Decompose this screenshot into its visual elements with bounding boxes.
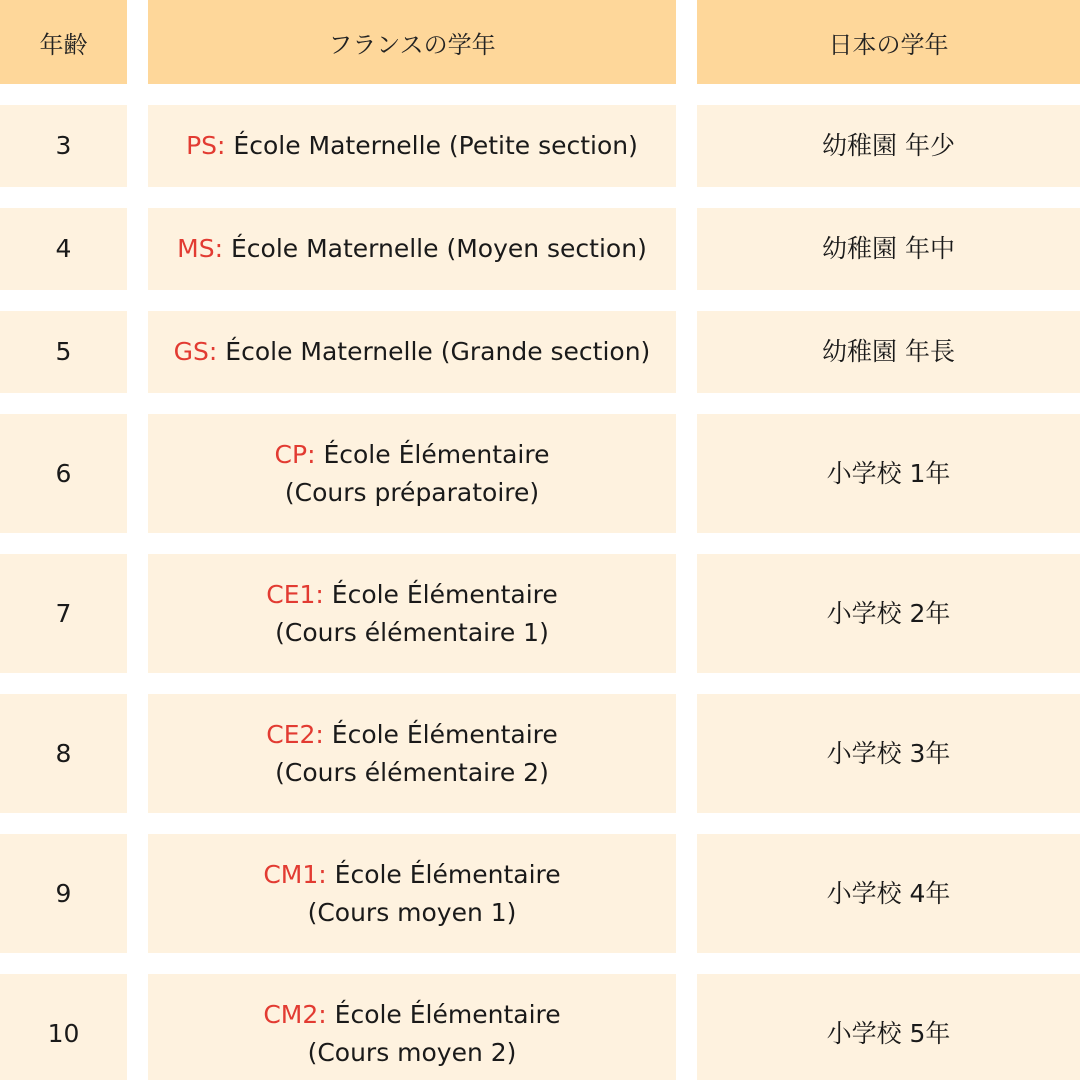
france-grade-cell [148, 974, 676, 1080]
japan-grade-cell [697, 208, 1080, 290]
age-value: 7 [55, 598, 72, 628]
age-value: 6 [55, 458, 72, 488]
grade-name: École Maternelle (Petite section) [225, 131, 638, 160]
france-grade-detail: (Cours élémentaire 1) [275, 617, 549, 647]
age-value: 9 [55, 878, 72, 908]
japan-grade-value: 小学校 3年 [826, 738, 951, 768]
france-grade-line [186, 127, 638, 165]
japan-grade-value: 幼稚園 年中 [822, 234, 955, 263]
france-grade-line [266, 716, 558, 754]
france-grade-line [275, 436, 550, 474]
grade-code: PS: [186, 131, 226, 160]
france-grade-cell [148, 554, 676, 673]
grade-name: École Élémentaire [315, 439, 550, 469]
japan-grade-cell [697, 694, 1080, 813]
grade-code: CP: [274, 439, 316, 469]
age-cell [0, 208, 127, 290]
header-japan-label: 日本の学年 [828, 30, 949, 59]
grade-name: École Élémentaire [326, 999, 561, 1029]
age-value: 5 [55, 337, 72, 366]
japan-grade-value: 小学校 2年 [826, 598, 951, 628]
grade-code: CE1: [266, 579, 324, 609]
japan-grade-cell [697, 554, 1080, 673]
grade-name: École Maternelle (Moyen section) [223, 234, 647, 263]
japan-grade-value: 幼稚園 年少 [822, 131, 955, 160]
france-grade-cell [148, 694, 676, 813]
france-grade-line [177, 230, 647, 268]
header-age [0, 0, 127, 84]
japan-grade-value: 幼稚園 年長 [822, 337, 955, 366]
japan-grade-cell [697, 414, 1080, 533]
france-grade-detail: (Cours élémentaire 2) [275, 757, 549, 787]
grade-code: GS: [173, 337, 218, 366]
france-grade-cell [148, 834, 676, 953]
japan-grade-value: 小学校 5年 [826, 1018, 951, 1048]
grade-name: École Élémentaire [323, 719, 558, 749]
age-cell [0, 834, 127, 953]
age-cell [0, 105, 127, 187]
japan-grade-cell [697, 974, 1080, 1080]
age-cell [0, 974, 127, 1080]
france-grade-cell [148, 414, 676, 533]
japan-grade-cell [697, 834, 1080, 953]
france-grade-detail: (Cours préparatoire) [284, 477, 540, 507]
france-grade-line [266, 576, 558, 614]
header-japan [697, 0, 1080, 84]
grade-name: École Maternelle (Grande section) [217, 337, 651, 366]
france-grade-cell [148, 208, 676, 290]
age-value: 8 [55, 738, 72, 768]
age-value: 4 [55, 234, 72, 263]
grade-code: MS: [177, 234, 224, 263]
france-grade-cell [148, 105, 676, 187]
age-cell [0, 414, 127, 533]
france-grade-line [174, 333, 651, 371]
age-value: 3 [55, 131, 72, 160]
grade-name: École Élémentaire [323, 579, 558, 609]
france-grade-cell [148, 311, 676, 393]
grade-code: CM1: [263, 859, 327, 889]
age-cell [0, 694, 127, 813]
age-value: 10 [47, 1018, 80, 1048]
header-france-label: フランスの学年 [328, 30, 496, 59]
header-age-label: 年齢 [39, 30, 88, 59]
grade-name: École Élémentaire [326, 859, 561, 889]
grade-code: CE2: [266, 719, 324, 749]
header-france [148, 0, 676, 84]
france-grade-line [263, 996, 560, 1034]
japan-grade-cell [697, 311, 1080, 393]
france-grade-line [263, 856, 560, 894]
japan-grade-value: 小学校 4年 [826, 878, 951, 908]
france-grade-detail: (Cours moyen 1) [307, 897, 517, 927]
france-grade-detail: (Cours moyen 2) [307, 1037, 517, 1067]
japan-grade-cell [697, 105, 1080, 187]
age-cell [0, 554, 127, 673]
japan-grade-value: 小学校 1年 [826, 458, 951, 488]
age-cell [0, 311, 127, 393]
grade-code: CM2: [263, 999, 327, 1029]
